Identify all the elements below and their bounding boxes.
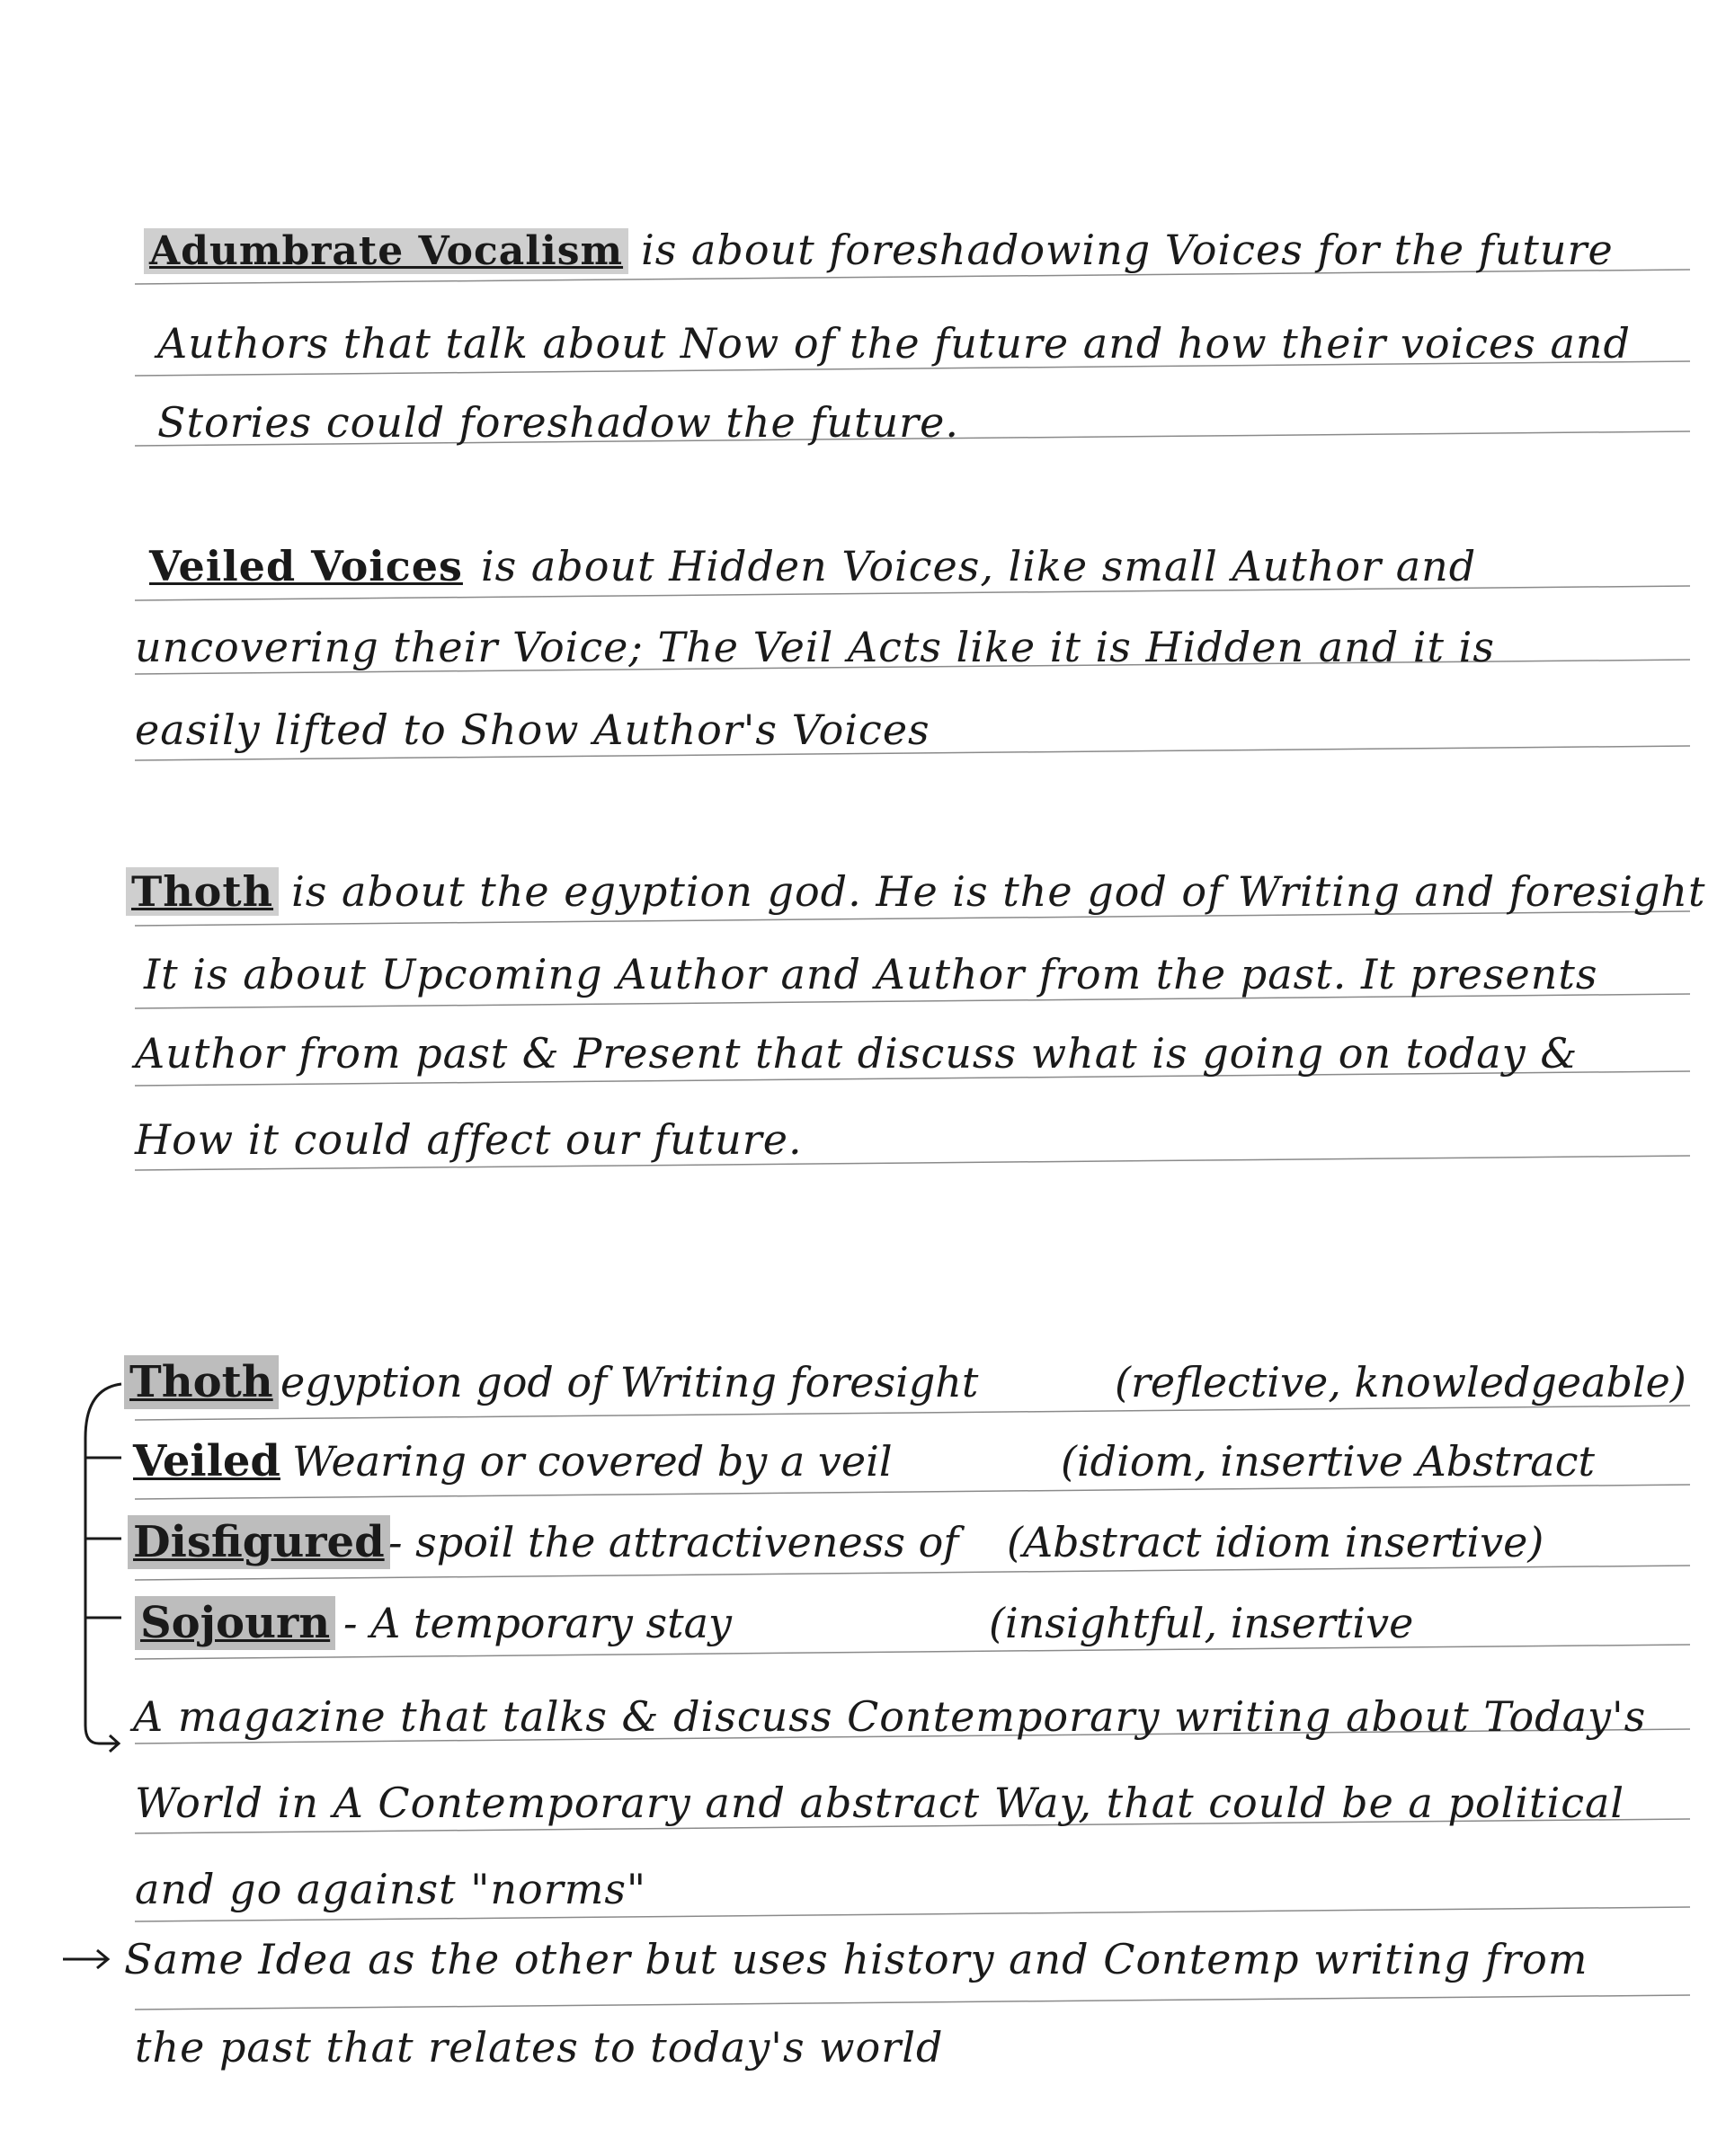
section-1-text: is about foreshadowing Voices for the future bbox=[641, 226, 1614, 274]
note-1-line-1: A magazine that talks & discuss Contemporary writing about Today's bbox=[133, 1692, 1647, 1741]
vocab-tone-veiled: (idiom, insertive Abstract bbox=[1061, 1437, 1595, 1486]
vocab-definition-thoth: egyption god of Writing foresight bbox=[280, 1358, 979, 1406]
rule-line bbox=[135, 1995, 1690, 2010]
vocab-definition-veiled: Wearing or covered by a veil bbox=[292, 1437, 893, 1486]
note-2-line-2: the past that relates to today's world bbox=[135, 2023, 944, 2072]
vocab-definition-disfigured: - spoil the attractiveness of bbox=[388, 1518, 959, 1566]
section-2-text: is about Hidden Voices, like small Author and bbox=[480, 542, 1477, 590]
section-2-line-3: easily lifted to Show Author's Voices bbox=[135, 705, 930, 754]
section-2-line-1 bbox=[144, 539, 1476, 593]
section-3-line-2: It is about Upcoming Author and Author from the past. It presents bbox=[144, 950, 1598, 998]
section-3-text: is about the egyption god. He is the god of Writing and foresight bbox=[291, 867, 1706, 916]
section-2-line-2: uncovering their Voice; The Veil Acts like it is Hidden and it is bbox=[135, 623, 1495, 671]
vocab-tone-disfigured: (Abstract idiom insertive) bbox=[1007, 1518, 1544, 1566]
section-3-line-4: How it could affect our future. bbox=[135, 1115, 803, 1164]
section-1-line-3: Stories could foreshadow the future. bbox=[157, 398, 959, 447]
vocab-tone-thoth: (reflective, knowledgeable) bbox=[1115, 1358, 1686, 1406]
vocab-term-thoth: Thoth bbox=[124, 1355, 279, 1409]
section-1-term: Adumbrate Vocalism bbox=[144, 228, 628, 274]
section-3-term: Thoth bbox=[126, 867, 279, 916]
section-3-line-3: Author from past & Present that discuss what is going on today & bbox=[135, 1029, 1579, 1078]
note-1-line-2: World in A Contemporary and abstract Way, that could be a political bbox=[135, 1779, 1625, 1827]
note-1-line-3: and go against "norms" bbox=[135, 1865, 647, 1913]
vocab-term-veiled: Veiled bbox=[133, 1436, 280, 1486]
section-1-line-1 bbox=[144, 223, 1614, 279]
vocab-definition-sojourn: - A temporary stay bbox=[343, 1599, 732, 1647]
section-1-line-2: Authors that talk about Now of the future and how their voices and bbox=[157, 319, 1631, 368]
vocab-tone-sojourn: (insightful, insertive bbox=[989, 1599, 1414, 1647]
note-2-line-1: Same Idea as the other but uses history and Contemp writing from bbox=[124, 1935, 1588, 1983]
section-3-line-1 bbox=[126, 865, 1705, 918]
vocab-term-sojourn: Sojourn bbox=[135, 1596, 335, 1650]
section-2-term: Veiled Voices bbox=[149, 542, 463, 590]
vocab-term-disfigured: Disfigured bbox=[128, 1515, 390, 1569]
